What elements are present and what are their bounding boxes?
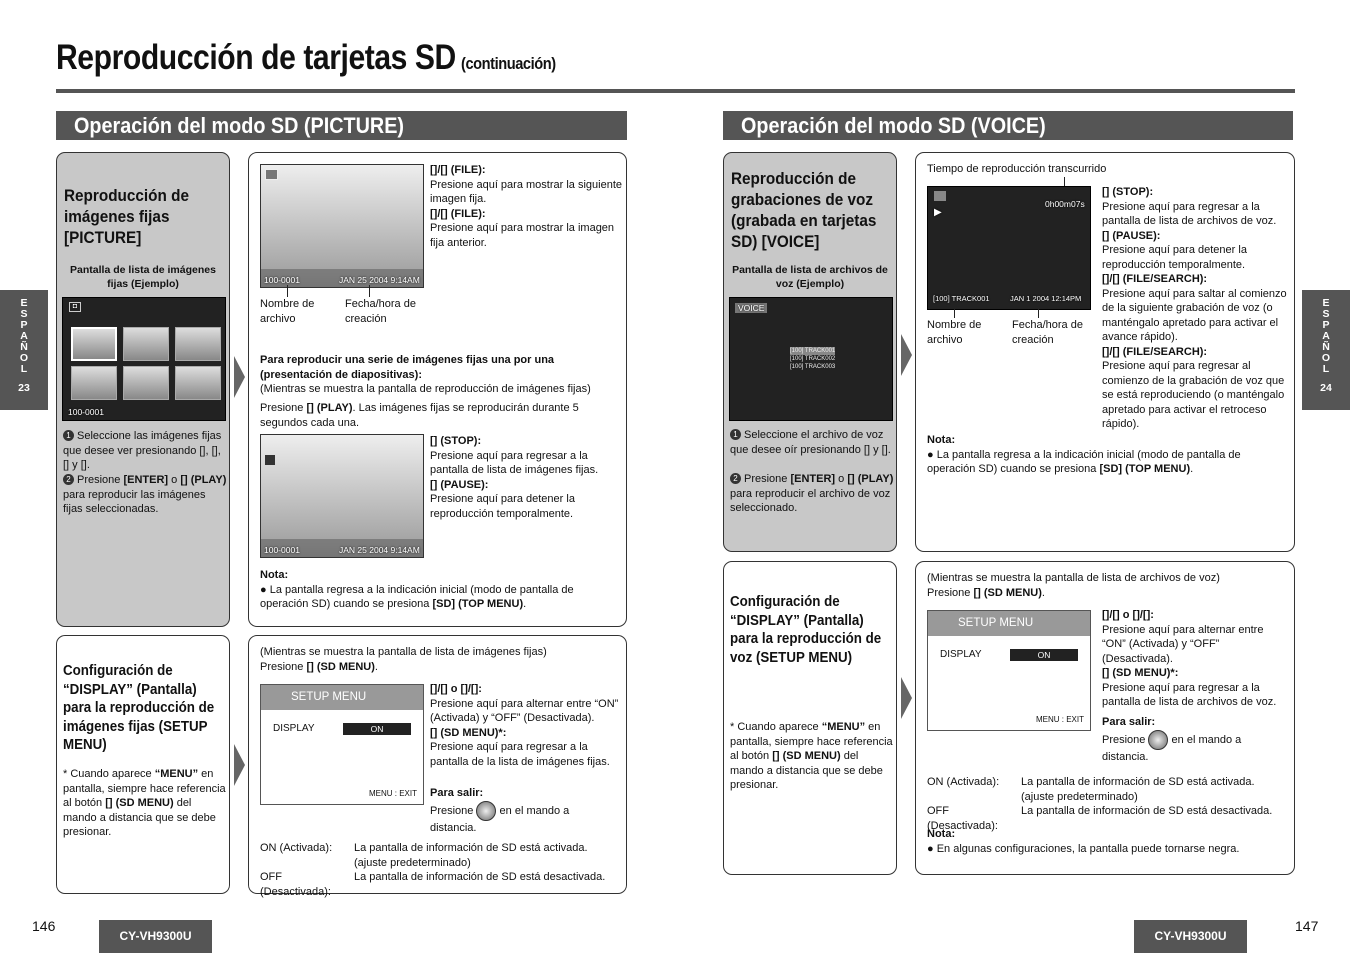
model-badge-right: CY-VH9300U xyxy=(1134,920,1247,953)
language-tab-left xyxy=(0,290,48,410)
thumbnail[interactable] xyxy=(123,366,169,400)
slideshow-instructions: Para reproducir una serie de imágenes fijas una por una (presentación de diapositivas): (Mientras se muestra la pantalla de reproducción de imágenes fijas) xyxy=(260,354,591,395)
flow-arrow-icon xyxy=(901,677,912,719)
setup-menu-title: SETUP MENU xyxy=(928,611,1090,636)
tab-letter: O xyxy=(1321,352,1331,364)
flow-arrow-icon xyxy=(901,334,912,376)
section-title-voice: Operación del modo SD (VOICE) xyxy=(723,111,1293,140)
track-item[interactable]: [100] TRACK003 xyxy=(790,364,836,370)
lcd-elapsed-time: 0h00m07s xyxy=(1045,199,1085,209)
lcd-filename: 100-0001 xyxy=(264,545,300,555)
setup-keys-description: []/[] o []/[]: Presione aquí para alternar entre “ON” (Activada) y “OFF” (Desactivada). [] (SD MENU)*: Presione aquí para regresar a la pantalla de lista de archivos de voz. xyxy=(1102,609,1277,708)
picture-heading: Reproducción de imágenes fijas [PICTURE] xyxy=(64,186,189,247)
on-label: ON (Activada): xyxy=(260,842,333,854)
on-description: La pantalla de información de SD está activada. (ajuste predeterminado) xyxy=(1021,776,1255,803)
off-label: OFF (Desactivada): xyxy=(927,805,998,832)
sd-menu-button-icon xyxy=(476,801,496,821)
voice-step-1: 1 Seleccione el archivo de voz que desee oír presionando [] y []. xyxy=(730,429,891,456)
tab-letter: Ñ xyxy=(20,341,28,353)
setup-menu-exit: MENU : EXIT xyxy=(369,789,418,798)
tab-letter: Ñ xyxy=(1322,341,1330,353)
tab-letter: A xyxy=(20,330,28,342)
tab-page-number: 23 xyxy=(18,382,30,394)
setup-menu-value[interactable]: ON xyxy=(1010,649,1078,661)
picture-config-footnote: * Cuando aparece “MENU” en pantalla, siempre hace referencia al botón [] (SD MENU) del mando a distancia que se debe presionar. xyxy=(63,768,226,838)
off-description: La pantalla de información de SD está desactivada. xyxy=(1021,805,1273,817)
picture-step-1: 1 Seleccione las imágenes fijas que desee ver presionando [], [], [] y []. xyxy=(63,430,222,471)
callout-line xyxy=(287,285,288,297)
tab-letter: A xyxy=(1322,330,1330,342)
page-number-left: 146 xyxy=(32,918,56,934)
screen-filename: 100-0001 xyxy=(68,407,104,417)
elapsed-label: Tiempo de reproducción transcurrido xyxy=(927,163,1107,175)
voice-note: Nota: ● La pantalla regresa a la indicación inicial (modo de pantalla de operación SD) cuando se presiona [SD] (TOP MENU). xyxy=(927,434,1241,475)
step-number-icon: 2 xyxy=(63,474,74,485)
camera-icon: ◘ xyxy=(69,302,81,312)
picture-step-2: 2 Presione [ENTER] o [] (PLAY) para reproducir las imágenes fijas seleccionadas. xyxy=(63,474,227,515)
picture-list-screen xyxy=(62,297,226,421)
setup-intro: (Mientras se muestra la pantalla de lista de imágenes fijas) Presione [] (SD MENU). xyxy=(260,646,547,673)
on-description: La pantalla de información de SD está activada. (ajuste predeterminado) xyxy=(354,842,588,869)
setup-menu-title: SETUP MENU xyxy=(261,685,423,710)
title-rule xyxy=(56,89,1295,93)
track-item[interactable]: [100] TRACK001 xyxy=(790,348,836,354)
tab-letter: S xyxy=(20,308,28,320)
file-buttons-description: []/[] (FILE): Presione aquí para mostrar la siguiente imagen fija. []/[] (FILE): Presione aquí para mostrar la imagen fija anterior. xyxy=(430,164,622,249)
label-date: Fecha/hora de creación xyxy=(1012,319,1083,346)
playback-screen xyxy=(260,164,424,288)
label-filename: Nombre de archivo xyxy=(260,298,315,325)
lcd-filename: 100-0001 xyxy=(264,275,300,285)
play-icon: ▶ xyxy=(934,207,942,218)
tab-page-number: 24 xyxy=(1320,382,1332,394)
picture-caption: Pantalla de lista de imágenes fijas (Ejemplo) xyxy=(70,264,216,290)
picture-intro-box xyxy=(56,152,230,627)
voice-heading: Reproducción de grabaciones de voz (grabada en tarjetas SD) [VOICE] xyxy=(731,169,877,251)
voice-config-box xyxy=(723,561,897,875)
picture-playback-box xyxy=(248,152,627,627)
lcd-date: JAN 25 2004 9:14AM xyxy=(339,275,420,285)
off-description: La pantalla de información de SD está desactivada. xyxy=(354,871,606,883)
tab-letter: E xyxy=(1322,297,1330,309)
picture-config-box xyxy=(56,635,230,894)
track-list xyxy=(790,347,835,371)
setup-keys-description: []/[] o []/[]: Presione aquí para alternar entre “ON” (Activada) y “OFF” (Desactivada). [] (SD MENU)*: Presione aquí para regresar a la pantalla de la lista de imágenes fijas. xyxy=(430,683,619,768)
slideshow-press: Presione [] (PLAY). Las imágenes fijas se reproducirán durante 5 segundos cada una. xyxy=(260,402,579,429)
callout-line xyxy=(1038,308,1039,318)
tab-letter: P xyxy=(20,319,28,331)
voice-icon xyxy=(934,191,946,201)
on-label: ON (Activada): xyxy=(927,776,1000,788)
voice-step-2: 2 Presione [ENTER] o [] (PLAY) para reproducir el archivo de voz seleccionado. xyxy=(730,473,894,514)
setup-menu-item[interactable]: DISPLAY xyxy=(940,649,982,660)
tab-letter: E xyxy=(20,297,28,309)
step-number-icon: 1 xyxy=(63,430,74,441)
tab-letter: L xyxy=(1322,363,1330,375)
exit-instructions: Para salir: Presione en el mando a distancia. xyxy=(1102,716,1242,763)
step-number-icon: 1 xyxy=(730,429,741,440)
setup-menu-screen xyxy=(260,684,424,805)
tab-letter: P xyxy=(1322,319,1330,331)
voice-caption: Pantalla de lista de archivos de voz (Ejemplo) xyxy=(732,264,888,290)
flow-arrow-icon xyxy=(234,744,245,786)
voice-setup-box xyxy=(915,561,1295,875)
title-text: Reproducción de tarjetas SD xyxy=(56,38,456,77)
setup-menu-screen xyxy=(927,610,1091,731)
callout-line xyxy=(369,285,370,297)
picture-setup-box xyxy=(248,635,627,898)
picture-config-heading: Configuración de “DISPLAY” (Pantalla) para la reproducción de imágenes fijas (SETUP MENU) xyxy=(63,663,215,753)
callout-line xyxy=(954,308,955,318)
page-number-right: 147 xyxy=(1295,918,1319,934)
page-title xyxy=(56,38,556,78)
voice-intro-box xyxy=(723,152,897,552)
lcd-track: [100] TRACK001 xyxy=(933,294,990,303)
tab-letter: O xyxy=(19,352,29,364)
label-date: Fecha/hora de creación xyxy=(345,298,416,325)
tab-letter: S xyxy=(1322,308,1330,320)
setup-note: Nota: ● En algunas configuraciones, la pantalla puede tornarse negra. xyxy=(927,828,1240,855)
voice-keys-description: [] (STOP): Presione aquí para regresar a la pantalla de lista de archivos de voz. [] (PAUSE): Presione aquí para detener la reproducción temporalmente. []/[] (FILE/SEARCH): Presione aquí para saltar al comienzo de la siguiente grabación de voz (o manténgalo apretado para activar el avance rápido). []/[] (FILE/SEARCH): Presione aquí para regresar al comienzo de la grabación de voz que se está reproduciendo (o manténgalo apretado para activar el retroceso rápido). xyxy=(1102,186,1287,430)
label-filename: Nombre de archivo xyxy=(927,319,982,346)
title-continuation: (continuación) xyxy=(461,54,556,73)
setup-menu-exit: MENU : EXIT xyxy=(1036,715,1085,724)
step-number-icon: 2 xyxy=(730,473,741,484)
flow-arrow-icon xyxy=(234,356,245,398)
voice-config-heading: Configuración de “DISPLAY” (Pantalla) para la reproducción de voz (SETUP MENU) xyxy=(730,594,882,666)
model-badge-left: CY-VH9300U xyxy=(99,920,212,953)
setup-menu-item[interactable]: DISPLAY xyxy=(273,723,315,734)
track-item[interactable]: [100] TRACK002 xyxy=(790,356,836,362)
camera-icon xyxy=(265,169,278,180)
thumbnail[interactable] xyxy=(123,327,169,361)
exit-instructions: Para salir: Presione en el mando a distancia. xyxy=(430,787,570,834)
sd-menu-button-icon xyxy=(1148,730,1168,750)
section-title-picture: Operación del modo SD (PICTURE) xyxy=(56,111,627,140)
thumbnail[interactable] xyxy=(175,366,221,400)
lcd-date: JAN 1 2004 12:14PM xyxy=(1010,294,1082,303)
voice-playback-box xyxy=(915,152,1295,552)
picture-note: Nota: ● La pantalla regresa a la indicación inicial (modo de pantalla de operación SD) cuando se presiona [SD] (TOP MENU). xyxy=(260,569,574,610)
voice-playback-screen xyxy=(927,186,1091,310)
tab-letter: L xyxy=(20,363,28,375)
thumbnail[interactable] xyxy=(71,366,117,400)
lcd-date: JAN 25 2004 9:14AM xyxy=(339,545,420,555)
language-tab-right xyxy=(1302,290,1350,410)
voice-config-footnote: * Cuando aparece “MENU” en pantalla, siempre hace referencia al botón [] (SD MENU) del mando a distancia que se debe presionar. xyxy=(730,721,893,791)
stop-pause-description: [] (STOP): Presione aquí para regresar a la pantalla de lista de imágenes fijas. [] (PAUSE): Presione aquí para detener la reproducción temporalmente. xyxy=(430,435,599,520)
off-label: OFF (Desactivada): xyxy=(260,871,331,898)
slideshow-icon xyxy=(265,455,275,465)
setup-intro: (Mientras se muestra la pantalla de lista de archivos de voz) Presione [] (SD MENU). xyxy=(927,572,1220,599)
setup-menu-value[interactable]: ON xyxy=(343,723,411,735)
voice-list-screen xyxy=(729,297,893,421)
thumbnail[interactable] xyxy=(71,327,117,361)
voice-label: VOICE xyxy=(735,303,767,313)
thumbnail[interactable] xyxy=(175,327,221,361)
slideshow-screen xyxy=(260,434,424,558)
